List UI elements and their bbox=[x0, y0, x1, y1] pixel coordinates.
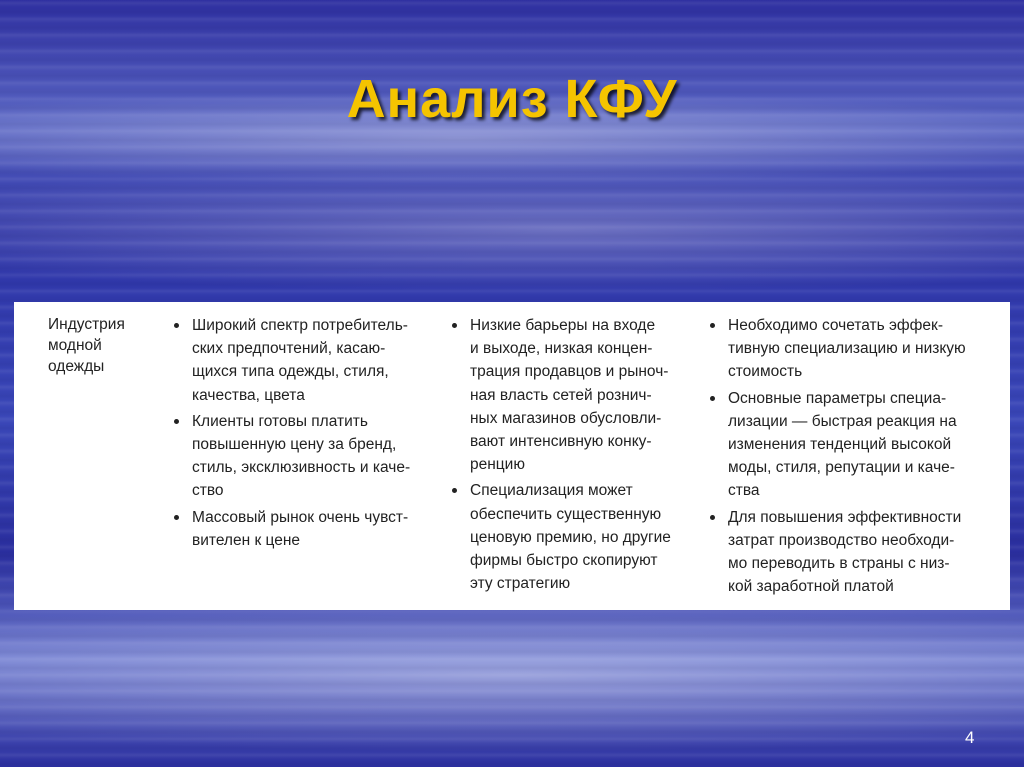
bullet-item bbox=[702, 506, 1002, 599]
bullet-item bbox=[444, 479, 699, 595]
bullet-item bbox=[166, 506, 436, 552]
key-success-factors-column bbox=[702, 314, 1002, 601]
bullet-dot-icon bbox=[174, 419, 179, 424]
industry-label-line: модной bbox=[48, 337, 102, 354]
bullet-text-line: затрат производство необходи- bbox=[728, 531, 955, 549]
bullet-text-line: трация продавцов и рыноч- bbox=[470, 363, 669, 381]
bullet-text-line: вают интенсивную конку- bbox=[470, 433, 652, 451]
bullet-text-line: кой заработной платой bbox=[728, 578, 894, 596]
bullet-text-line: эту стратегию bbox=[470, 575, 571, 593]
bullet-text-line: ная власть сетей рознич- bbox=[470, 386, 652, 404]
bullet-text-line: щихся типа одежды, стиля, bbox=[192, 363, 389, 381]
industry-label-line: Индустрия bbox=[48, 316, 125, 333]
kfu-analysis-table bbox=[14, 302, 1010, 610]
bullet-text-line: Необходимо сочетать эффек- bbox=[728, 317, 943, 334]
bullet-text-line: ство bbox=[192, 482, 224, 500]
competition-column bbox=[444, 314, 699, 598]
bullet-text-line: ренцию bbox=[470, 456, 525, 474]
bullet-text-line: мо переводить в страны с низ- bbox=[728, 555, 950, 573]
bullet-text-line: моды, стиля, репутации и каче- bbox=[728, 459, 955, 477]
industry-label bbox=[48, 314, 158, 377]
bullet-text-line: Широкий спектр потребитель- bbox=[192, 317, 408, 334]
bullet-text-line: Основные параметры специа- bbox=[728, 389, 947, 407]
bullet-dot-icon bbox=[452, 488, 457, 493]
bullet-dot-icon bbox=[710, 396, 715, 401]
bullet-text-line: повышенную цену за бренд, bbox=[192, 436, 397, 454]
bullet-text-line: изменения тенденций высокой bbox=[728, 436, 952, 454]
bullet-text-line: Низкие барьеры на входе bbox=[470, 317, 656, 334]
bullet-text-line: ских предпочтений, касаю- bbox=[192, 340, 386, 358]
bullet-text-line: ценовую премию, но другие bbox=[470, 528, 671, 546]
bullet-item bbox=[702, 387, 1002, 503]
bullet-text-line: тивную специализацию и низкую bbox=[728, 340, 966, 358]
bullet-text-line: стоимость bbox=[728, 363, 803, 381]
bullet-dot-icon bbox=[174, 515, 179, 520]
page-number: 4 bbox=[965, 728, 975, 747]
bullet-dot-icon bbox=[174, 323, 179, 328]
bullet-item bbox=[702, 314, 1002, 384]
bullet-dot-icon bbox=[710, 515, 715, 520]
bullet-text-line: фирмы быстро скопируют bbox=[470, 552, 658, 570]
bullet-text-line: Массовый рынок очень чувст- bbox=[192, 508, 409, 526]
bullet-text-line: качества, цвета bbox=[192, 386, 305, 404]
slide-title: Анализ КФУ bbox=[346, 69, 678, 129]
bullet-text-line: Для повышения эффективности bbox=[728, 508, 962, 526]
bullet-text-line: обеспечить существенную bbox=[470, 505, 662, 523]
bullet-text-line: Клиенты готовы платить bbox=[192, 412, 368, 430]
bullet-text-line: Специализация может bbox=[470, 482, 633, 500]
bullet-text-line: вителен к цене bbox=[192, 531, 301, 549]
bullet-text-line: лизации — быстрая реакция на bbox=[728, 412, 957, 430]
bullet-item bbox=[444, 314, 699, 476]
bullet-item bbox=[166, 410, 436, 503]
market-characteristics-column bbox=[166, 314, 436, 555]
bullet-text-line: ства bbox=[728, 482, 760, 500]
bullet-dot-icon bbox=[452, 323, 457, 328]
bullet-text-line: стиль, эксклюзивность и каче- bbox=[192, 459, 411, 477]
bullet-item bbox=[166, 314, 436, 407]
industry-label-line: одежды bbox=[48, 358, 105, 375]
bullet-text-line: ных магазинов обусловли- bbox=[470, 409, 662, 427]
bullet-text-line: и выходе, низкая концен- bbox=[470, 340, 653, 358]
bullet-dot-icon bbox=[710, 323, 715, 328]
